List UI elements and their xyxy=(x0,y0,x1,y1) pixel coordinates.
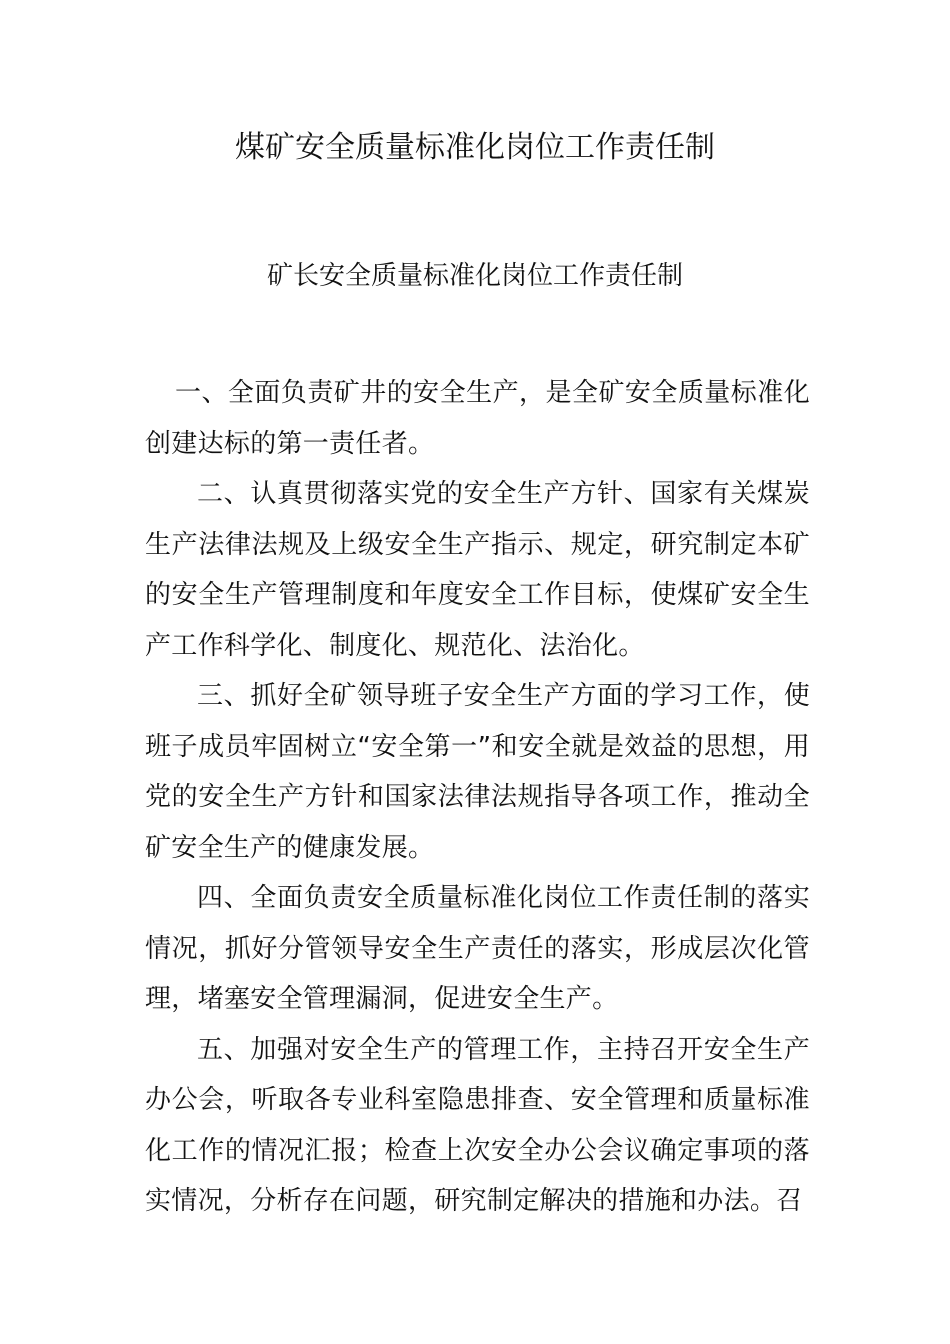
document-title: 煤矿安全质量标准化岗位工作责任制 xyxy=(235,130,715,165)
document-subtitle: 矿长安全质量标准化岗位工作责任制 xyxy=(266,261,683,291)
paragraph-3: 三、抓好全矿领导班子安全生产方面的学习工作，使班子成员牢固树立“安全第一”和安全就是效益的思想，用党的安全生产方针和国家法律法规指导各项工作，推动全矿安全生产的健康发展。 xyxy=(145,681,810,863)
paragraph-2: 二、认真贯彻落实党的安全生产方针、国家有关煤炭生产法律法规及上级安全生产指示、规定，研究制定本矿的安全生产管理制度和年度安全工作目标，使煤矿安全生产工作科学化、制度化、规范化、法治化。 xyxy=(145,479,810,661)
paragraph-5: 五、加强对安全生产的管理工作，主持召开安全生产办公会，听取各专业科室隐患排查、安全管理和质量标准化工作的情况汇报；检查上次安全办公会议确定事项的落实情况，分析存在问题，研究制定解决的措施和办法。召 xyxy=(145,1034,810,1216)
paragraph-4: 四、全面负责安全质量标准化岗位工作责任制的落实情况，抓好分管领导安全生产责任的落实，形成层次化管理，堵塞安全管理漏洞，促进安全生产。 xyxy=(145,883,810,1014)
paragraph-1: 一、全面负责矿井的安全生产，是全矿安全质量标准化创建达标的第一责任者。 xyxy=(145,378,810,459)
document-body xyxy=(145,368,810,1227)
